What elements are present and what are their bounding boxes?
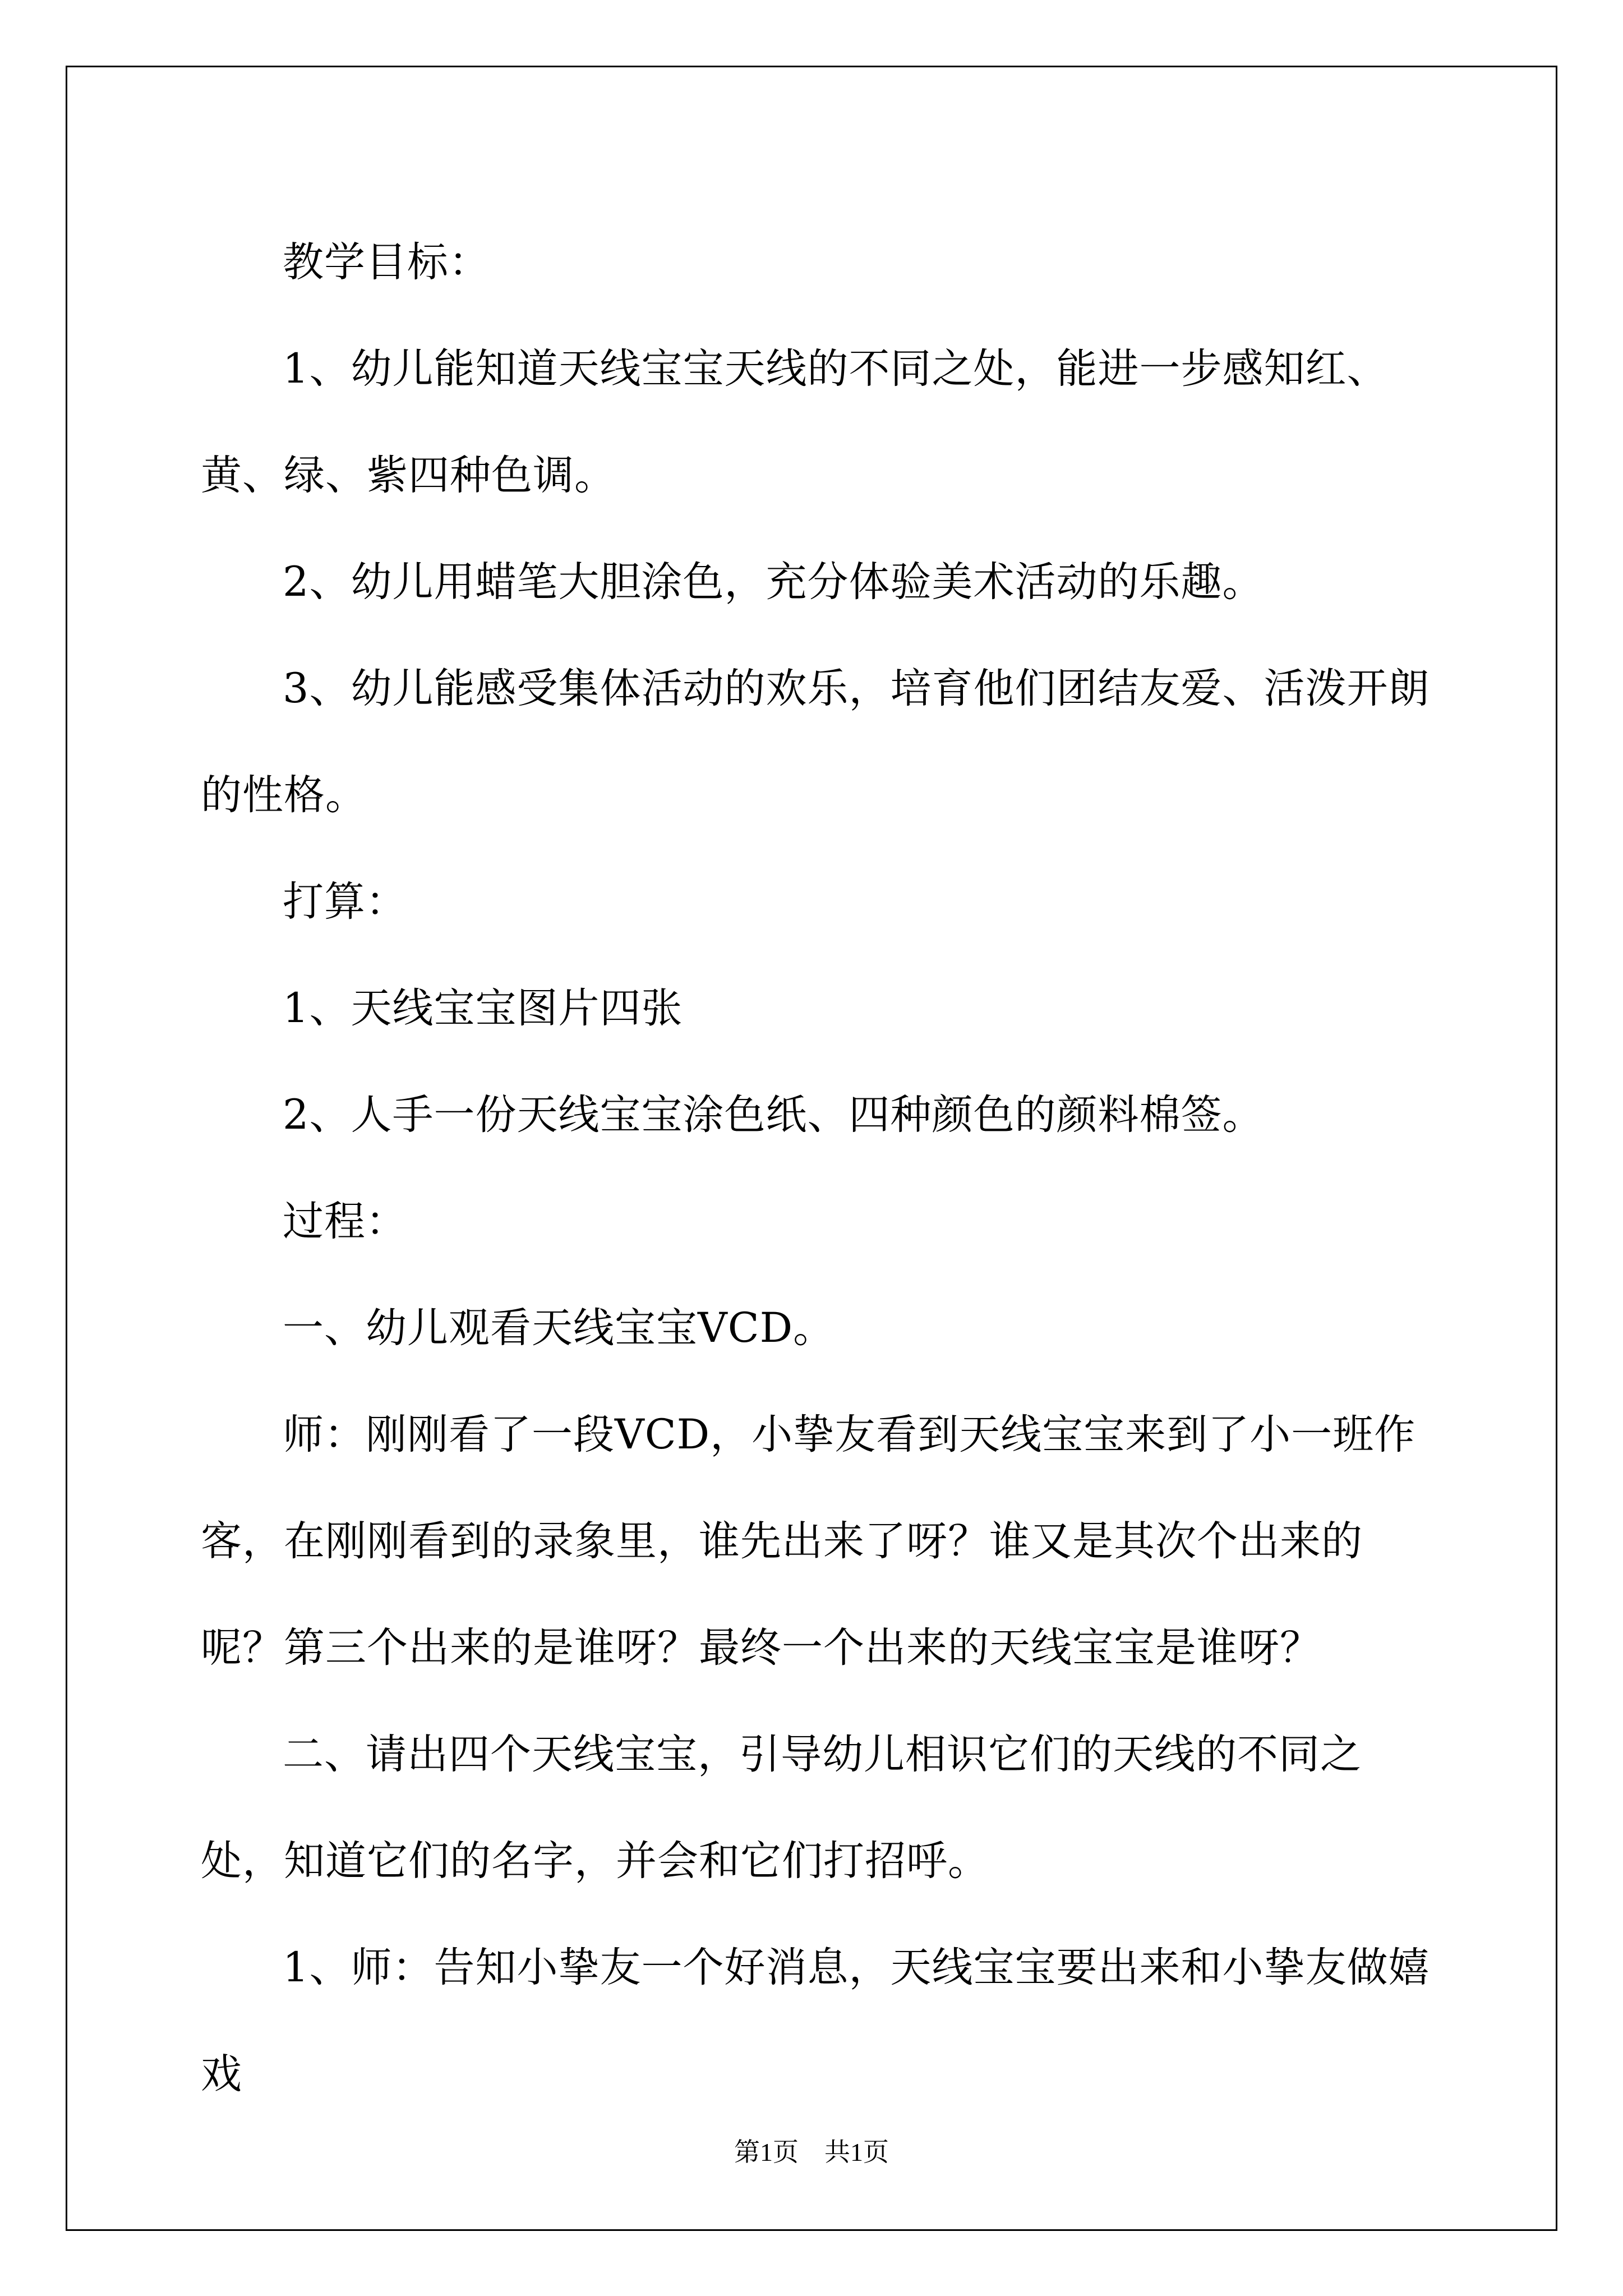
paragraph-process-step-1: 一、幼儿观看天线宝宝VCD。 (283, 1304, 835, 1352)
paragraph-heading-process: 过程： (283, 1198, 407, 1245)
paragraph-objective-3: 3、幼儿能感受集体活动的欢乐，培育他们团结友爱、活泼开朗的性格。 (201, 665, 1430, 819)
paragraph-objective-1: 1、幼儿能知道天线宝宝天线的不同之处，能进一步感知红、黄、绿、紫四种色调。 (201, 345, 1389, 499)
page-footer (0, 2132, 1623, 2169)
paragraph-process-step-2: 二、请出四个天线宝宝，引导幼儿相识它们的天线的不同之处，知道它们的名字，并会和它们打招呼。 (201, 1731, 1362, 1885)
page-number-total: 共1页 (824, 2138, 889, 2166)
paragraph-preparation-2: 2、人手一份天线宝宝涂色纸、四种颜色的颜料棉签。 (283, 1091, 1264, 1139)
document-body (201, 209, 1435, 2128)
paragraph-preparation-1: 1、天线宝宝图片四张 (283, 984, 683, 1032)
page-number-current: 第1页 (734, 2138, 799, 2166)
paragraph-teacher-dialogue: 师：刚刚看了一段VCD，小挚友看到天线宝宝来到了小一班作客，在刚刚看到的录象里，谁先出来了呀？谁又是其次个出来的呢？第三个出来的是谁呀？最终一个出来的天线宝宝是谁呀？ (201, 1411, 1416, 1672)
paragraph-heading-preparation: 打算： (283, 878, 407, 926)
paragraph-objective-2: 2、幼儿用蜡笔大胆涂色，充分体验美术活动的乐趣。 (283, 558, 1264, 606)
paragraph-process-step-2-1: 1、师：告知小挚友一个好消息，天线宝宝要出来和小挚友做嬉戏 (201, 1944, 1430, 2098)
paragraph-heading-objectives: 教学目标： (283, 238, 490, 286)
